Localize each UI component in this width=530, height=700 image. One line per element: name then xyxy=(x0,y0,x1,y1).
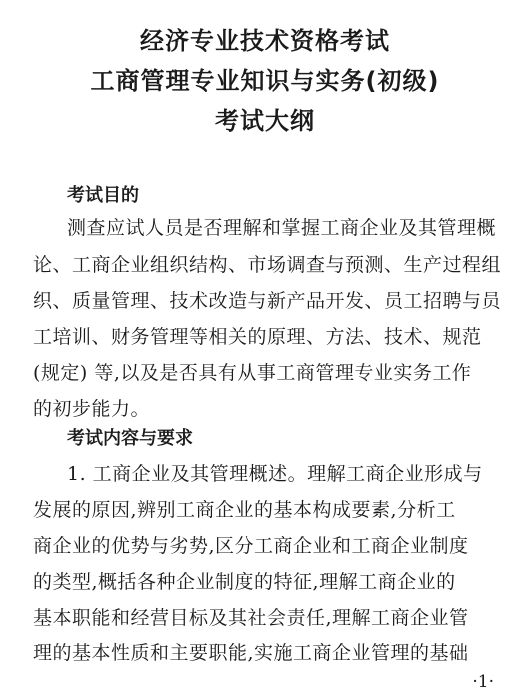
paragraph-line: 的初步能力。 xyxy=(33,398,151,420)
paragraph-line: 工培训、财务管理等相关的原理、方法、技术、规范 xyxy=(33,326,482,348)
paragraph-line: 商企业的优势与劣势,区分工商企业和工商企业制度 xyxy=(33,535,469,557)
document-title-line-2: 工商管理专业知识与实务(初级) xyxy=(90,67,440,95)
document-title-line-1: 经济专业技术资格考试 xyxy=(140,27,390,55)
page-number: ·1· xyxy=(472,672,494,692)
paragraph-line: (规定) 等,以及是否具有从事工商管理专业实务工作 xyxy=(33,362,472,384)
paragraph-line: 发展的原因,辨别工商企业的基本构成要素,分析工 xyxy=(33,499,456,521)
paragraph-line: 1. 工商企业及其管理概述。理解工商企业形成与 xyxy=(67,463,483,485)
paragraph-line: 织、质量管理、技术改造与新产品开发、员工招聘与员 xyxy=(33,290,502,312)
paragraph-line: 的类型,概括各种企业制度的特征,理解工商企业的 xyxy=(33,571,456,593)
section-heading-content: 考试内容与要求 xyxy=(67,428,193,449)
paragraph-line: 基本职能和经营目标及其社会责任,理解工商企业管 xyxy=(33,607,469,629)
paragraph-line: 论、工商企业组织结构、市场调查与预测、生产过程组 xyxy=(33,254,502,276)
document-title-line-3: 考试大纲 xyxy=(215,107,315,135)
paragraph-line: 测查应试人员是否理解和掌握工商企业及其管理概 xyxy=(67,217,497,239)
section-heading-purpose: 考试目的 xyxy=(67,185,139,206)
paragraph-line: 理的基本性质和主要职能,实施工商企业管理的基础 xyxy=(33,642,469,664)
